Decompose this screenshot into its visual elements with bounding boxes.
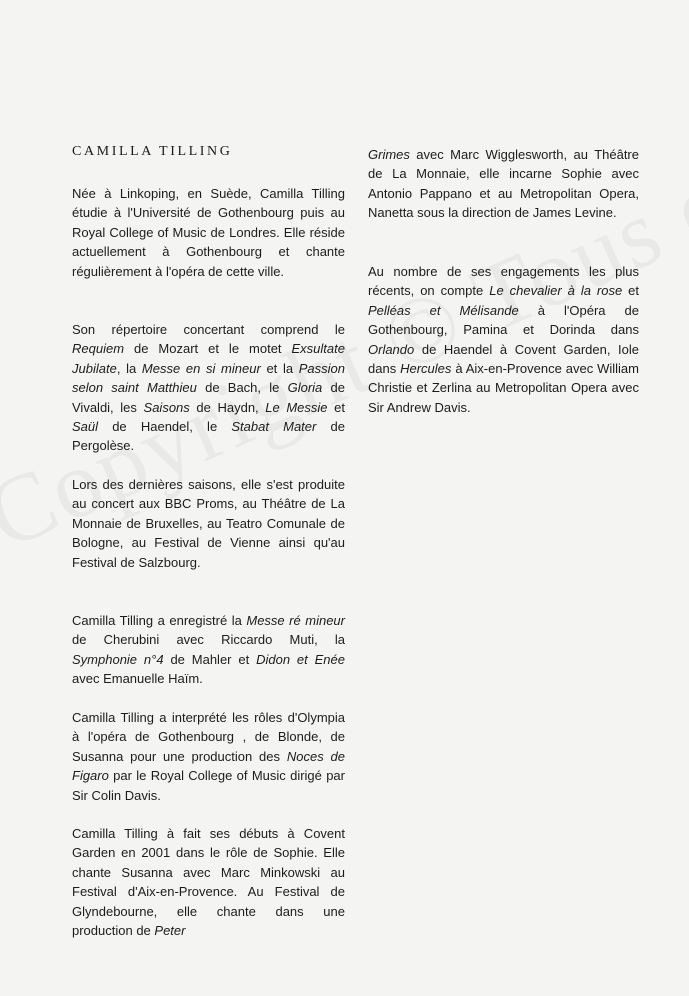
italic-title-text: Passion selon saint Matthieu [72, 360, 345, 396]
paragraph-text: et [327, 399, 346, 415]
italic-title-text: Orlando [368, 341, 415, 357]
italic-title-text: Noces de Figaro [72, 748, 345, 784]
paragraph-text: de Haendel à Covent Garden, Iole dans [368, 341, 639, 377]
paragraph-text: de Mozart et le motet [124, 341, 292, 357]
paragraph-text: à Aix-en-Provence avec William Christie et Zerlina au Metropolitan Opera avec Sir Andrew Davis. [368, 361, 639, 415]
paragraph-text: avec Emanuelle Haïm. [72, 671, 203, 687]
paragraph-text: avec Marc Wigglesworth, au Théâtre de La Monnaie, elle incarne Sophie avec Antonio Pappano et au Metropolitan Opera, Nanetta sous la direction de James Levine. [368, 147, 639, 221]
paragraph-text: Au nombre de ses engagements les plus récents, on compte [368, 264, 639, 299]
italic-title-text: Didon et Enée [256, 651, 345, 667]
recordings-paragraph [72, 611, 345, 689]
paragraph-text: Lors des dernières saisons, elle s'est produite au concert aux BBC Proms, au Théâtre de La Monnaie de Bruxelles, au Teatro Comunale de Bologne, au Festival de Vienne ainsi qu'au Festival de Salzbourg. [72, 477, 345, 570]
paragraph-text: par le Royal College of Music dirigé par Sir Colin Davis. [72, 768, 345, 803]
italic-title-text: Stabat Mater [231, 419, 317, 435]
paragraph-text: de Haendel, le [98, 419, 232, 435]
paragraph-text: de Haydn, [189, 399, 266, 415]
paragraph-text: de Pergolèse. [72, 419, 345, 454]
engagements-paragraph [368, 262, 639, 417]
italic-title-text: Hercules [400, 361, 452, 377]
italic-title-text: Messe ré mineur [246, 613, 345, 628]
roles-paragraph [72, 708, 345, 805]
paragraph-text: Camilla Tilling a enregistré la [72, 613, 247, 628]
italic-title-text: Symphonie n°4 [72, 651, 164, 667]
italic-title-text: Grimes [368, 147, 410, 162]
italic-title-text: Pelléas et Mélisande [368, 302, 519, 318]
paragraph-text: Camilla Tilling a interprété les rôles d'Olympia à l'opéra de Gothenbourg , de Blonde, de Susanna pour une production des [72, 710, 345, 764]
paragraph-text: Née à Linkoping, en Suède, Camilla Tilling étudie à l'Université de Gothenbourg puis au Royal College of Music de Londres. Elle réside actuellement à Gothenbourg et chante régulièrement à l'opéra de cette ville. [72, 186, 345, 279]
paragraph-text: et [622, 283, 639, 299]
paragraph-text: , la [116, 360, 142, 376]
paragraph-text: de Mahler et [163, 651, 257, 667]
italic-title-text: Gloria [287, 380, 323, 396]
paragraph-text: de Bach, le [196, 380, 288, 396]
repertoire-paragraph [72, 320, 345, 456]
paragraph-text: de Vivaldi, les [72, 380, 345, 415]
paragraph-text: de Cherubini avec Riccardo Muti, la [72, 632, 345, 648]
paragraph-text: Camilla Tilling à fait ses débuts à Covent Garden en 2001 dans le rôle de Sophie. Elle chante Susanna avec Marc Minkowski au Festival d'Aix-en-Provence. Au Festival de Glyndebourne, elle chante dans une production de [72, 826, 345, 939]
paragraph-text: Son répertoire concertant comprend le [72, 322, 345, 337]
page-title: CAMILLA TILLING [72, 144, 233, 159]
biography-paragraph [72, 184, 345, 281]
paragraph-text: à l'Opéra de Gothenbourg, Pamina et Dorinda dans [368, 302, 639, 338]
paragraph-text: et la [260, 360, 299, 376]
italic-title-text: Saisons [143, 399, 190, 415]
italic-title-text: Saül [72, 419, 99, 435]
italic-title-text: Requiem [72, 341, 125, 357]
italic-title-text: Le chevalier à la rose [489, 283, 623, 299]
italic-title-text: Messe en si mineur [141, 360, 261, 376]
italic-title-text: Le Messie [265, 399, 328, 415]
continuation-paragraph [368, 145, 639, 223]
debut-paragraph [72, 824, 345, 940]
italic-title-text: Exsultate Jubilate [72, 341, 345, 376]
concerts-paragraph [72, 475, 345, 572]
italic-title-text: Peter [154, 923, 186, 939]
